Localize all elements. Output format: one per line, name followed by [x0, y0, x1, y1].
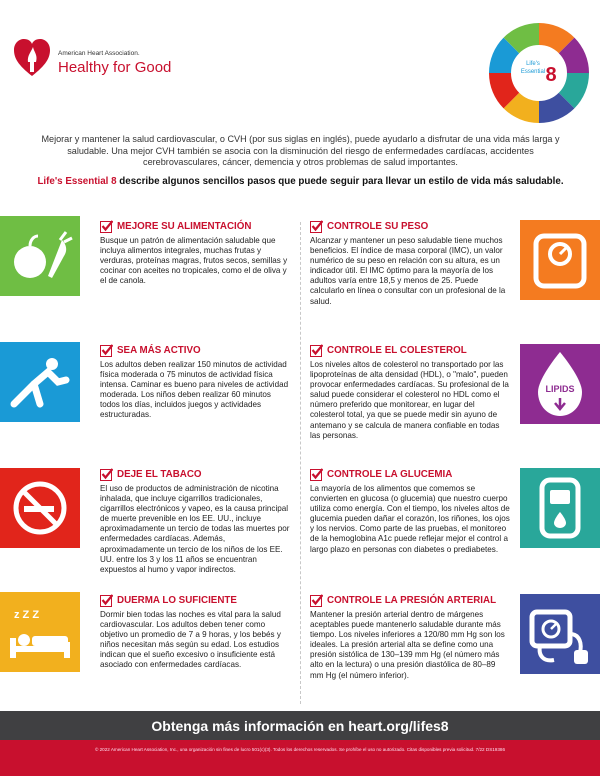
sleep-section: [100, 594, 290, 671]
aha-logo[interactable]: [12, 32, 212, 82]
weight-tile: [520, 220, 600, 300]
blood-pressure-title: CONTROLE LA PRESIÓN ARTERIAL: [327, 594, 497, 606]
weight-body: Alcanzar y mantener un peso saludable tiene muchos beneficios. El índice de masa corporal (IMC), un valor numérico de su peso en relación con su altura, es un indicador útil. El IMC óptimo para la mayoría de los adultos varía entre 18,5 y menos de 25. Puede calcularlo en línea o consultar con un profesional de la salud.: [310, 236, 506, 306]
column-divider: [300, 222, 301, 704]
diet-tile: [0, 216, 80, 296]
sleep-z-letters: z Z Z: [14, 609, 40, 621]
checkbox-check-icon: [100, 344, 113, 357]
tobacco-section: [100, 468, 290, 575]
blood-pressure-cuff-icon: [520, 594, 600, 674]
blood-pressure-section: [310, 594, 510, 681]
activity-tile: [0, 342, 80, 422]
cholesterol-section: [310, 344, 510, 441]
lipids-drop-icon: [520, 344, 600, 424]
lipids-label: LIPIDS: [545, 384, 575, 394]
activity-title: SEA MÁS ACTIVO: [117, 344, 201, 356]
tobacco-title: DEJE EL TABACO: [117, 468, 202, 480]
checkbox-check-icon: [310, 220, 323, 233]
sleep-body: Dormir bien todas las noches es vital para la salud cardiovascular. Los adultos deben tener como objetivo un promedio de 7 a 9 horas, y los bebés y niños necesitan más según su edad. Los estudios indican que el sueño excesivo o insuficiente está asociado con enfermedades cardíacas.: [100, 610, 281, 670]
cholesterol-title: CONTROLE EL COLESTEROL: [327, 344, 467, 356]
wheel-badge-number: 8: [545, 64, 557, 86]
header: [0, 0, 600, 118]
tobacco-body: El uso de productos de administración de nicotina inhalada, que incluye cigarrillos tradicionales, cigarrillos electrónicos y vapeo, es la causa principal de muerte prevenible en los EE. UU., incluye aproximadamente un tercio de todas las muertes por enfermedades cardíacas. Además, aproximadamente un tercio de los niños de los EE. UU. entre los 3 y los 11 años se encuentran expuestos al humo y vapor indirectos.: [100, 484, 290, 574]
blood-pressure-body: Mantener la presión arterial dentro de márgenes aceptables puede mantenerlo saludable durante más tiempo. Los niveles inferiores a 120/80 mm Hg son los ideales. La presión arterial alta se define como una presión sistólica de 130–139 mm Hg (el número más alto en la lectura) o una presión diastólica de 80–89 mm Hg (el número inferior).: [310, 610, 505, 680]
sleeping-person-icon: [0, 592, 80, 672]
footer-bar: [0, 711, 600, 740]
diet-section: [100, 220, 290, 286]
intro-paragraph: Mejorar y mantener la salud cardiovascular, o CVH (por sus siglas en inglés), puede ayudarlo a disfrutar de una vida más larga y saludable. Una mejor CVH también se asocia con la disminución del riesgo de enfermedades cardíacas, accidentes cerebrovasculares, cáncer, demencia y otros problemas de salud importantes.: [41, 134, 560, 167]
checkbox-check-icon: [100, 468, 113, 481]
diet-body: Busque un patrón de alimentación saludable que incluya alimentos integrales, muchas frutas y verduras, proteínas magras, frutos secos, semillas y cocinar con aceites no tropicales, como el de oliva y el de canola.: [100, 236, 288, 286]
tobacco-tile: [0, 468, 80, 548]
heart-torch-logo-icon: [12, 32, 52, 78]
activity-section: [100, 344, 290, 421]
cholesterol-body: Los niveles altos de colesterol no transportado por las lipoproteínas de alta densidad (HDL), o "malo", pueden provocar enfermedades cardíacas. Su profesional de la salud puede considerar el colesterol no HDL como el número preferido que monitorear, en lugar del colesterol total, ya que se puede medir sin ayuno de antemano y se calcula de manera confiable en todas las personas.: [310, 360, 509, 440]
checkbox-check-icon: [100, 594, 113, 607]
glucose-body: La mayoría de los alimentos que comemos se convierten en glucosa (o glucemia) que nuestro cuerpo utiliza como energía. Con el tiempo, los niveles altos de glucemia pueden dañar el corazón, los riñones, los ojos y los nervios. Como parte de las pruebas, el monitoreo de la hemoglobina A1c puede reflejar mejor el control a largo plazo en personas con diabetes o prediabetes.: [310, 484, 510, 554]
glucose-title: CONTROLE LA GLUCEMIA: [327, 468, 453, 480]
intro-highlight-text: describe algunos sencillos pasos que puede seguir para llevar un estilo de vida más saludable.: [116, 176, 564, 187]
brand-name: Healthy for Good: [58, 59, 172, 76]
fruit-vegetable-icon: [0, 216, 80, 296]
copyright-bar: [0, 740, 600, 776]
sleep-title: DUERMA LO SUFICIENTE: [117, 594, 237, 606]
activity-body: Los adultos deben realizar 150 minutos de actividad física moderada o 75 minutos de actividad física intensa. Caminar es bueno para niveles de actividad moderada. Los niños deben realizar 60 minutos todos los días, incluidos juegos y actividades estructuradas.: [100, 360, 289, 420]
weight-section: [310, 220, 510, 307]
org-name: American Heart Association.: [58, 50, 140, 57]
scale-icon: [520, 220, 600, 300]
glucose-tile: [520, 468, 600, 548]
checkbox-check-icon: [310, 468, 323, 481]
checkbox-check-icon: [100, 220, 113, 233]
no-smoking-icon: [0, 468, 80, 548]
checkbox-check-icon: [310, 594, 323, 607]
intro-highlight: [28, 176, 573, 188]
cholesterol-tile: [520, 344, 600, 424]
weight-title: CONTROLE SU PESO: [327, 220, 429, 232]
learn-more-link[interactable]: Obtenga más información en heart.org/lifes8: [151, 717, 449, 734]
diet-title: MEJORE SU ALIMENTACIÓN: [117, 220, 252, 232]
lifes-essential-8-name: Life's Essential 8: [37, 176, 117, 187]
copyright-text: © 2022 American Heart Association, Inc., una organización sin fines de lucro 501(c)(3). Todos los derechos reservados. Se prohíbe el uso no autorizado. Citas disponibles previa solicitud. 7/22 DS19386: [94, 747, 506, 752]
checkbox-check-icon: [310, 344, 323, 357]
stretching-person-icon: [0, 342, 80, 422]
glucose-section: [310, 468, 510, 555]
wheel-badge-word-1: Life's: [526, 61, 540, 67]
lifes-essential-8-wheel-icon: [488, 22, 590, 124]
sleep-tile: [0, 592, 80, 672]
blood-pressure-tile: [520, 594, 600, 674]
wheel-badge-word-2: Essential: [520, 69, 546, 75]
glucose-meter-icon: [520, 468, 600, 548]
